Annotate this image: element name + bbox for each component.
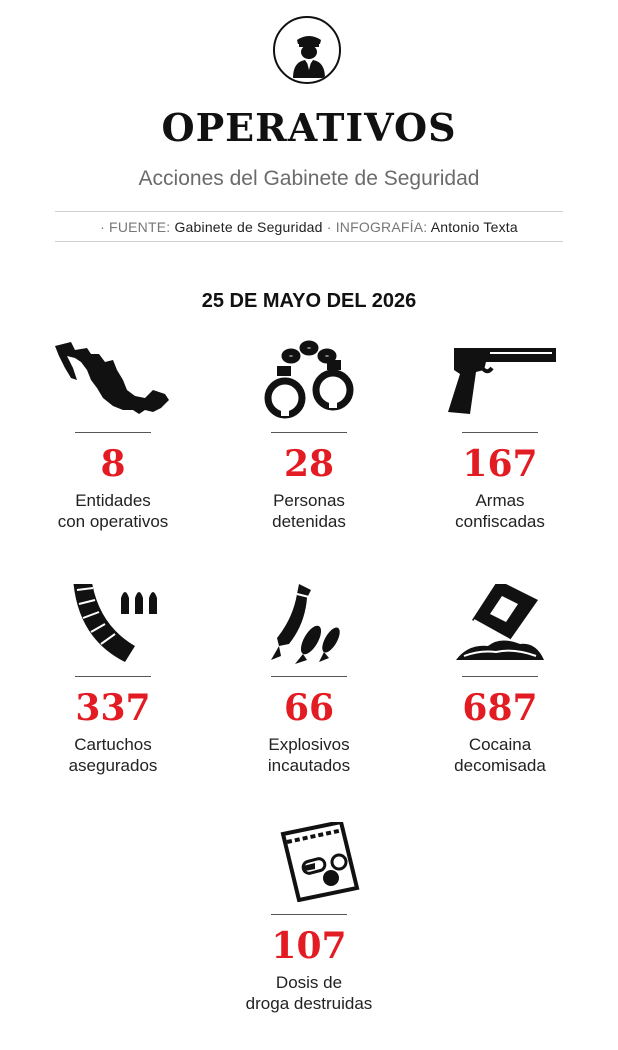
- stat-label: [13, 734, 213, 776]
- drug-bag-pills-icon: [249, 822, 369, 902]
- infographic-label: · INFOGRAFÍA:: [326, 219, 428, 235]
- stat-separator: [462, 676, 538, 677]
- page-subtitle: Acciones del Gabinete de Seguridad: [138, 167, 480, 190]
- stat-label-line2: droga destruidas: [245, 994, 373, 1013]
- infographic-value: Antonio Texta: [430, 219, 518, 235]
- divider-bottom: [55, 241, 563, 242]
- stat-label-line2: confiscadas: [455, 512, 545, 531]
- stat-separator: [75, 676, 151, 677]
- stat-label-line2: asegurados: [68, 756, 158, 775]
- stat-label: [400, 734, 600, 776]
- stat-label-line2: incautados: [267, 756, 351, 775]
- stat-label-line2: detenidas: [272, 512, 346, 531]
- stat-value: 8: [100, 443, 126, 485]
- stat-value: 28: [283, 443, 335, 485]
- stat-label-line1: Dosis de: [275, 973, 343, 992]
- stat-label: [209, 734, 409, 776]
- handcuffs-icon: [249, 340, 369, 420]
- stat-value: 337: [75, 687, 151, 729]
- stat-separator: [462, 432, 538, 433]
- mexico-map-icon: [53, 340, 173, 420]
- stat-label-line1: Cartuchos: [74, 735, 152, 754]
- stat-label-line2: con operativos: [57, 512, 169, 531]
- stat-label-line1: Armas: [475, 491, 525, 510]
- stat-label: [209, 972, 409, 1014]
- stat-label-line1: Personas: [273, 491, 345, 510]
- stat-value: 66: [283, 687, 335, 729]
- stat-label-line1: Explosivos: [268, 735, 350, 754]
- stat-separator: [271, 914, 347, 915]
- report-date: 25 DE MAYO DEL 2026: [201, 290, 417, 312]
- stat-separator: [75, 432, 151, 433]
- police-officer-icon: [273, 16, 341, 84]
- razor-blade-cocaine-icon: [440, 584, 560, 664]
- stat-separator: [271, 432, 347, 433]
- stat-value: 107: [271, 925, 347, 967]
- pistol-icon: [440, 340, 560, 420]
- explosives-icon: [249, 584, 369, 664]
- stat-value: 687: [462, 687, 538, 729]
- stat-label: [209, 490, 409, 532]
- stat-label: [400, 490, 600, 532]
- stat-separator: [271, 676, 347, 677]
- stat-label-line1: Cocaina: [468, 735, 532, 754]
- ammunition-icon: [53, 584, 173, 664]
- source-value: Gabinete de Seguridad: [174, 219, 323, 235]
- credits-line: [0, 216, 618, 238]
- stat-label: [13, 490, 213, 532]
- page-title: OPERATIVOS: [161, 105, 457, 150]
- stat-label-line2: decomisada: [454, 756, 546, 775]
- source-label: · FUENTE:: [100, 219, 171, 235]
- stat-label-line1: Entidades: [75, 491, 151, 510]
- stat-value: 167: [462, 443, 538, 485]
- divider-top: [55, 211, 563, 212]
